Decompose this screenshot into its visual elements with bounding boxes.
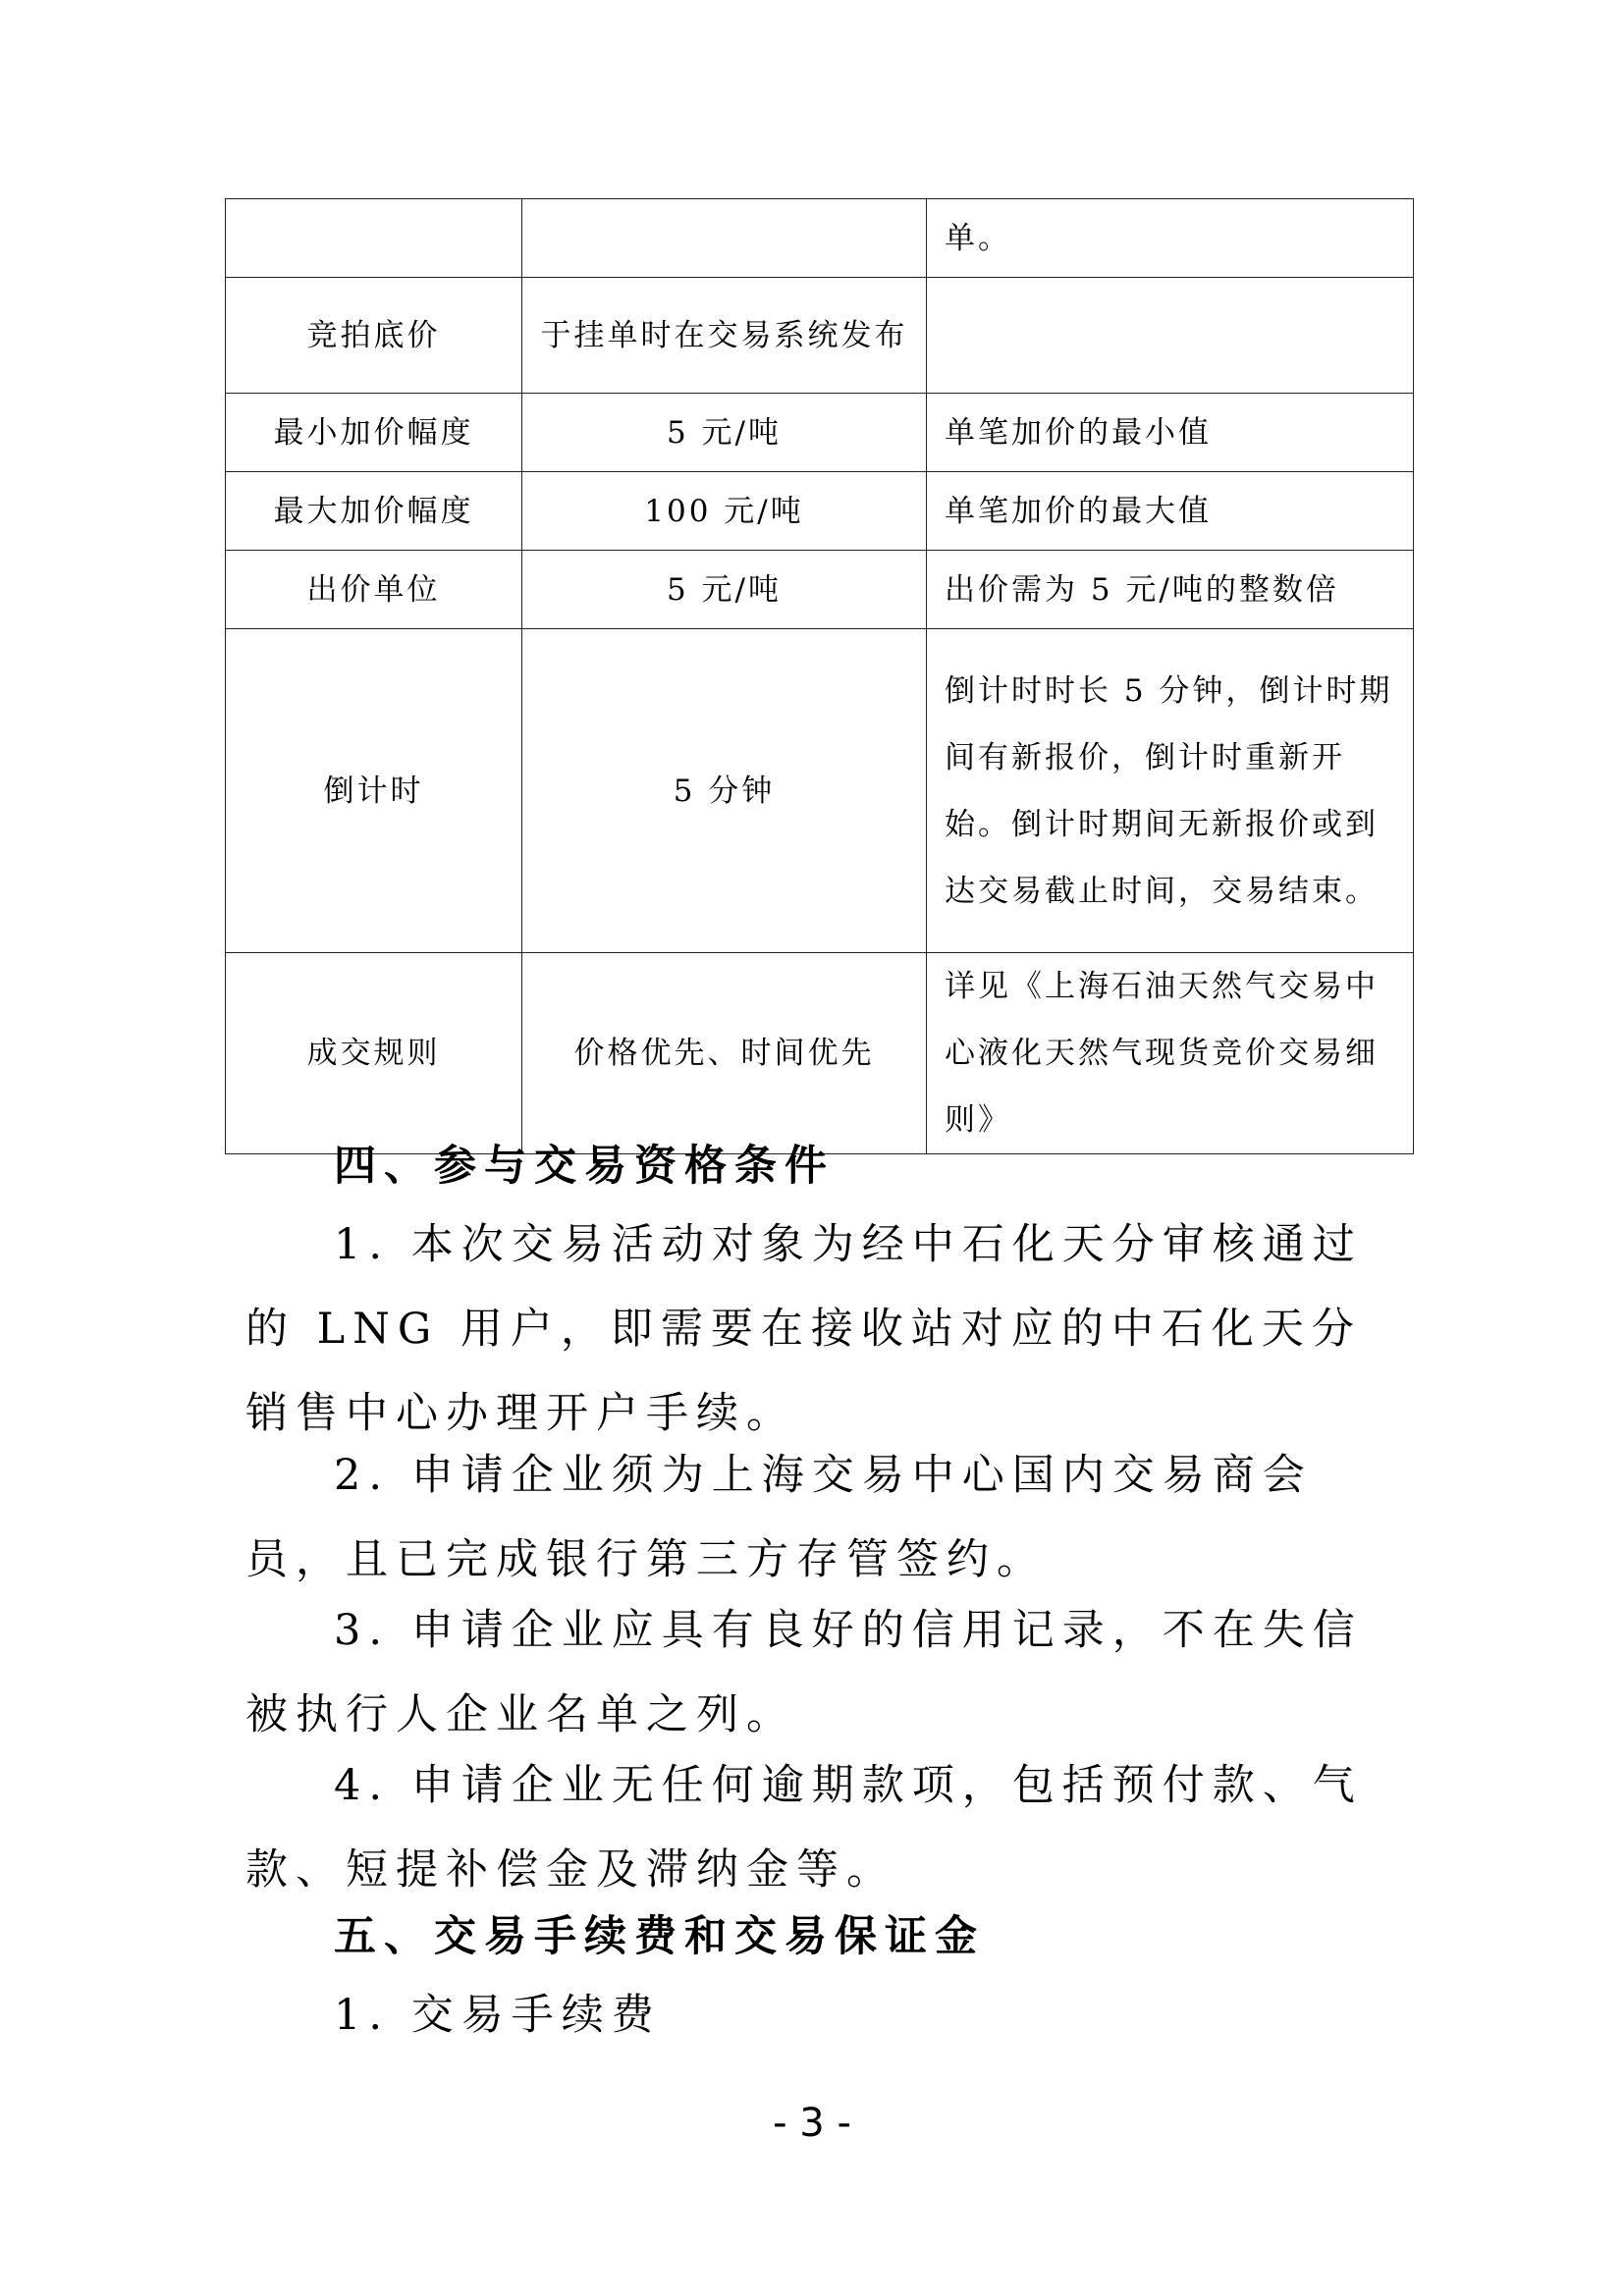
auction-parameters-table xyxy=(225,198,1414,1154)
page-number: - 3 - xyxy=(773,2101,851,2146)
paragraph: 1. 本次交易活动对象为经中石化天分审核通过的 LNG 用户，即需要在接收站对应的中石化天分销售中心办理开户手续。 xyxy=(245,1220,1363,1438)
table-cell-item: 最小加价幅度 xyxy=(226,394,522,472)
table-cell-value: 价格优先、时间优先 xyxy=(522,953,927,1154)
paragraph: 3. 申请企业应具有良好的信用记录，不在失信被执行人企业名单之列。 xyxy=(245,1606,1363,1739)
table-cell-item: 成交规则 xyxy=(226,953,522,1154)
table-cell-value: 100 元/吨 xyxy=(522,472,927,551)
table-cell-note: 出价需为 5 元/吨的整数倍 xyxy=(927,551,1414,629)
table-cell-note: 倒计时时长 5 分钟，倒计时期间有新报价，倒计时重新开始。倒计时期间无新报价或到达交易截止时间，交易结束。 xyxy=(927,629,1414,953)
paragraph: 2. 申请企业须为上海交易中心国内交易商会员，且已完成银行第三方存管签约。 xyxy=(245,1451,1313,1584)
paragraph: 1. 交易手续费 xyxy=(334,1991,662,2040)
section-heading: 四、参与交易资格条件 xyxy=(334,1142,835,1191)
table-cell-item xyxy=(226,199,522,278)
table-row xyxy=(226,551,1414,629)
table-cell-value xyxy=(522,199,927,278)
table-cell-note: 单笔加价的最小值 xyxy=(927,394,1414,472)
table-cell-note: 详见《上海石油天然气交易中心液化天然气现货竞价交易细则》 xyxy=(927,953,1414,1154)
table-row xyxy=(226,629,1414,953)
table-cell-value: 5 元/吨 xyxy=(522,551,927,629)
table-row xyxy=(226,199,1414,278)
paragraph: 4. 申请企业无任何逾期款项，包括预付款、气款、短提补偿金及滞纳金等。 xyxy=(245,1761,1363,1895)
table-cell-value: 5 分钟 xyxy=(522,629,927,953)
table-cell-value: 5 元/吨 xyxy=(522,394,927,472)
table-cell-item: 出价单位 xyxy=(226,551,522,629)
table-cell-item: 最大加价幅度 xyxy=(226,472,522,551)
table-row xyxy=(226,278,1414,394)
table-row xyxy=(226,472,1414,551)
table-cell-note: 单。 xyxy=(927,199,1414,278)
table-cell-value: 于挂单时在交易系统发布 xyxy=(522,278,927,394)
table-row xyxy=(226,394,1414,472)
table-cell-note: 单笔加价的最大值 xyxy=(927,472,1414,551)
table-cell-item: 倒计时 xyxy=(226,629,522,953)
section-heading: 五、交易手续费和交易保证金 xyxy=(334,1912,985,1961)
table-cell-note xyxy=(927,278,1414,394)
table-cell-item: 竞拍底价 xyxy=(226,278,522,394)
